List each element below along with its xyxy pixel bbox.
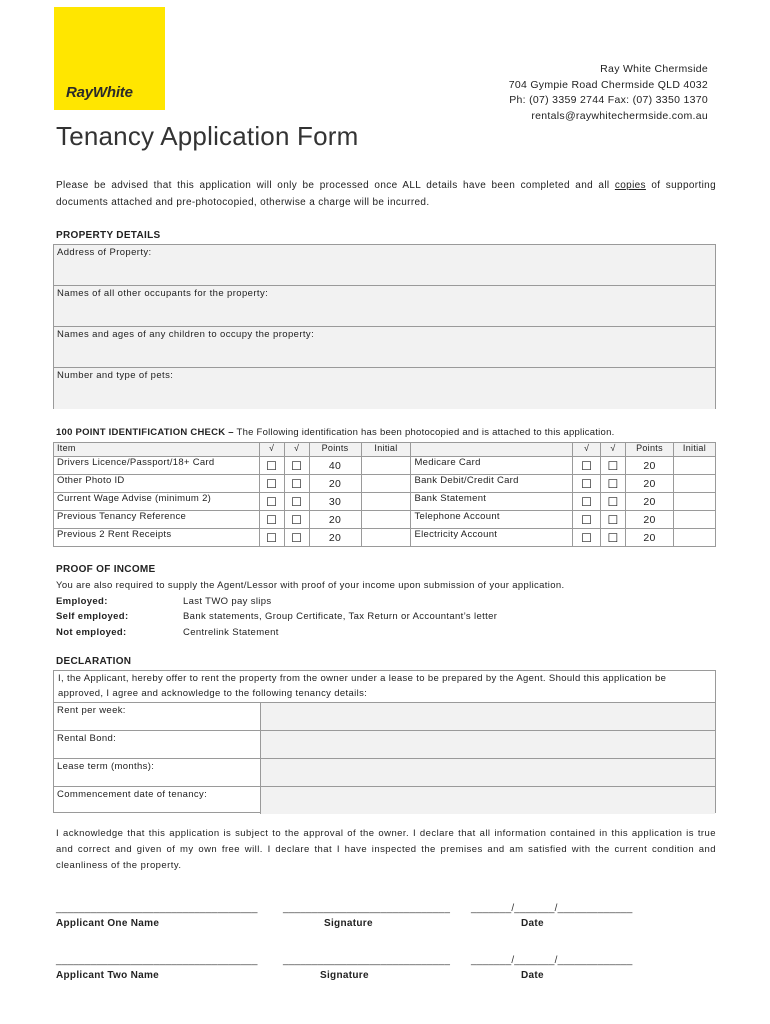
children-field[interactable] xyxy=(54,327,715,368)
id-points: 20 xyxy=(626,493,674,511)
header-item: Item xyxy=(54,443,260,457)
checkbox-icon[interactable]: ☐ xyxy=(284,475,309,493)
id-table-row xyxy=(54,457,716,475)
applicant-one-signature-line[interactable]: _____________________________ xyxy=(283,903,451,914)
property-details-heading: PROPERTY DETAILS xyxy=(56,230,161,241)
checkbox-icon[interactable]: ☐ xyxy=(284,457,309,475)
id-points: 20 xyxy=(626,529,674,547)
checkbox-icon[interactable]: ☐ xyxy=(284,511,309,529)
page-title: Tenancy Application Form xyxy=(56,121,359,151)
applicant-one-name-line[interactable]: ___________________________________ xyxy=(56,903,258,914)
income-not-employed-label: Not employed: xyxy=(56,627,127,638)
id-points: 20 xyxy=(309,529,361,547)
id-table-row xyxy=(54,493,716,511)
checkbox-icon[interactable]: ☐ xyxy=(601,511,626,529)
other-occupants-label: Names of all other occupants for the property: xyxy=(57,288,269,299)
rent-per-week-label: Rent per week: xyxy=(54,703,261,730)
header-initial-2: Initial xyxy=(673,443,715,457)
id-table-row xyxy=(54,529,716,547)
id-check-title: 100 POINT IDENTIFICATION CHECK – xyxy=(56,427,234,438)
initial-field[interactable] xyxy=(361,493,411,511)
logo-text: RayWhite xyxy=(66,84,133,101)
id-table-row xyxy=(54,475,716,493)
initial-field[interactable] xyxy=(361,511,411,529)
checkbox-icon[interactable]: ☐ xyxy=(573,493,601,511)
checkbox-icon[interactable]: ☐ xyxy=(259,529,284,547)
id-item-label: Telephone Account xyxy=(411,511,573,529)
checkbox-icon[interactable]: ☐ xyxy=(601,475,626,493)
income-employed-label: Employed: xyxy=(56,596,108,607)
declaration-heading: DECLARATION xyxy=(56,656,132,667)
checkbox-icon[interactable]: ☐ xyxy=(601,457,626,475)
header-points-2: Points xyxy=(626,443,674,457)
office-name: Ray White Chermside xyxy=(600,63,708,75)
initial-field[interactable] xyxy=(361,529,411,547)
children-label: Names and ages of any children to occupy the property: xyxy=(57,329,315,340)
applicant-two-signature-line[interactable]: _____________________________ xyxy=(283,955,451,966)
intro-text-start: Please be advised that this application will only be processed once ALL details have been completed and all xyxy=(56,180,615,191)
checkbox-icon[interactable]: ☐ xyxy=(573,529,601,547)
checkbox-icon[interactable]: ☐ xyxy=(259,493,284,511)
initial-field[interactable] xyxy=(673,529,715,547)
office-phone: Ph: (07) 3359 2744 Fax: (07) 3350 1370 xyxy=(509,94,708,106)
rental-bond-row xyxy=(54,731,715,759)
header-initial: Initial xyxy=(361,443,411,457)
declaration-box xyxy=(53,670,716,813)
applicant-one-date-label: Date xyxy=(521,918,544,929)
property-address-field[interactable] xyxy=(54,245,715,286)
applicant-two-name-label: Applicant Two Name xyxy=(56,970,160,981)
checkbox-icon[interactable]: ☐ xyxy=(573,511,601,529)
checkbox-icon[interactable]: ☐ xyxy=(259,475,284,493)
applicant-two-name-line[interactable]: ___________________________________ xyxy=(56,955,258,966)
checkbox-icon[interactable]: ☐ xyxy=(573,457,601,475)
id-points: 20 xyxy=(309,511,361,529)
lease-term-label: Lease term (months): xyxy=(54,759,261,786)
checkbox-icon[interactable]: ☐ xyxy=(259,457,284,475)
intro-text-end: of supporting documents attached and pre-photocopied, otherwise a charge will be incurred. xyxy=(56,180,716,208)
income-not-employed-row xyxy=(56,625,279,641)
header-tick-3: √ xyxy=(573,443,601,457)
initial-field[interactable] xyxy=(361,457,411,475)
rent-per-week-field[interactable] xyxy=(261,703,715,730)
checkbox-icon[interactable]: ☐ xyxy=(601,529,626,547)
checkbox-icon[interactable]: ☐ xyxy=(284,493,309,511)
applicant-one-signature-label: Signature xyxy=(324,918,373,929)
applicant-one-name-label: Applicant One Name xyxy=(56,918,160,929)
id-points: 40 xyxy=(309,457,361,475)
property-address-label: Address of Property: xyxy=(57,247,152,258)
id-check-table xyxy=(53,442,716,547)
header-tick-4: √ xyxy=(601,443,626,457)
id-item-label: Electricity Account xyxy=(411,529,573,547)
income-self-employed-label: Self employed: xyxy=(56,611,129,622)
id-item-label: Medicare Card xyxy=(411,457,573,475)
id-points: 20 xyxy=(626,511,674,529)
id-item-label: Current Wage Advise (minimum 2) xyxy=(54,493,260,511)
applicant-two-date-line[interactable]: _______/_______/_____________ xyxy=(471,955,633,966)
lease-term-row xyxy=(54,759,715,787)
checkbox-icon[interactable]: ☐ xyxy=(573,475,601,493)
id-table-row xyxy=(54,511,716,529)
intro-underlined-word: copies xyxy=(614,180,646,191)
rental-bond-field[interactable] xyxy=(261,731,715,758)
id-item-label: Previous 2 Rent Receipts xyxy=(54,529,260,547)
header-points: Points xyxy=(309,443,361,457)
initial-field[interactable] xyxy=(361,475,411,493)
id-points: 20 xyxy=(626,457,674,475)
income-self-employed-row xyxy=(56,609,497,625)
initial-field[interactable] xyxy=(673,511,715,529)
id-table-header xyxy=(54,443,716,457)
proof-of-income-note: You are also required to supply the Agent/Lessor with proof of your income upon submission of your application. xyxy=(56,580,565,591)
checkbox-icon[interactable]: ☐ xyxy=(259,511,284,529)
income-employed-row xyxy=(56,594,271,610)
id-points: 20 xyxy=(626,475,674,493)
property-details-box xyxy=(53,244,716,409)
income-employed-value: Last TWO pay slips xyxy=(183,596,272,607)
office-email: rentals@raywhitechermside.com.au xyxy=(531,109,708,122)
applicant-one-date-line[interactable]: _______/_______/_____________ xyxy=(471,903,633,914)
income-self-employed-value: Bank statements, Group Certificate, Tax Return or Accountant’s letter xyxy=(183,611,498,622)
income-not-employed-value: Centrelink Statement xyxy=(183,627,279,638)
applicant-two-date-label: Date xyxy=(521,970,544,981)
lease-term-field[interactable] xyxy=(261,759,715,786)
declaration-text: I, the Applicant, hereby offer to rent the property from the owner under a lease to be prepared by the Agent. Should this application be approved, I agree and acknowledge to the following tenancy details: xyxy=(54,671,715,703)
rent-per-week-row xyxy=(54,703,715,731)
id-item-label: Other Photo ID xyxy=(54,475,260,493)
other-occupants-field[interactable] xyxy=(54,286,715,327)
intro-paragraph xyxy=(56,178,716,211)
commencement-date-label: Commencement date of tenancy: xyxy=(54,787,261,814)
id-item-label: Drivers Licence/Passport/18+ Card xyxy=(54,457,260,475)
checkbox-icon[interactable]: ☐ xyxy=(601,493,626,511)
rental-bond-label: Rental Bond: xyxy=(54,731,261,758)
checkbox-icon[interactable]: ☐ xyxy=(284,529,309,547)
proof-of-income-heading: PROOF OF INCOME xyxy=(56,564,156,575)
office-street: 704 Gympie Road Chermside QLD 4032 xyxy=(508,78,708,91)
id-item-label: Bank Debit/Credit Card xyxy=(411,475,573,493)
id-item-label: Previous Tenancy Reference xyxy=(54,511,260,529)
id-check-heading xyxy=(56,427,615,438)
commencement-date-field[interactable] xyxy=(261,787,715,814)
initial-field[interactable] xyxy=(673,475,715,493)
initial-field[interactable] xyxy=(673,457,715,475)
id-points: 30 xyxy=(309,493,361,511)
office-address xyxy=(509,62,708,124)
header-item-2 xyxy=(411,443,573,457)
header-tick-1: √ xyxy=(259,443,284,457)
id-item-label: Bank Statement xyxy=(411,493,573,511)
acknowledgement-paragraph: I acknowledge that this application is subject to the approval of the owner. I declare that all information contained in this application is true and correct and given of my own free will. I declare that I have inspected the premises and am satisfied with the current condition and cleanliness of the property. xyxy=(56,828,716,871)
initial-field[interactable] xyxy=(673,493,715,511)
header-tick-2: √ xyxy=(284,443,309,457)
pets-field[interactable] xyxy=(54,368,715,409)
id-check-subtitle: The Following identification has been photocopied and is attached to this application. xyxy=(233,427,615,438)
applicant-two-signature-label: Signature xyxy=(320,970,369,981)
ray-white-logo xyxy=(54,7,165,110)
id-points: 20 xyxy=(309,475,361,493)
pets-label: Number and type of pets: xyxy=(57,370,174,381)
commencement-date-row xyxy=(54,787,715,814)
